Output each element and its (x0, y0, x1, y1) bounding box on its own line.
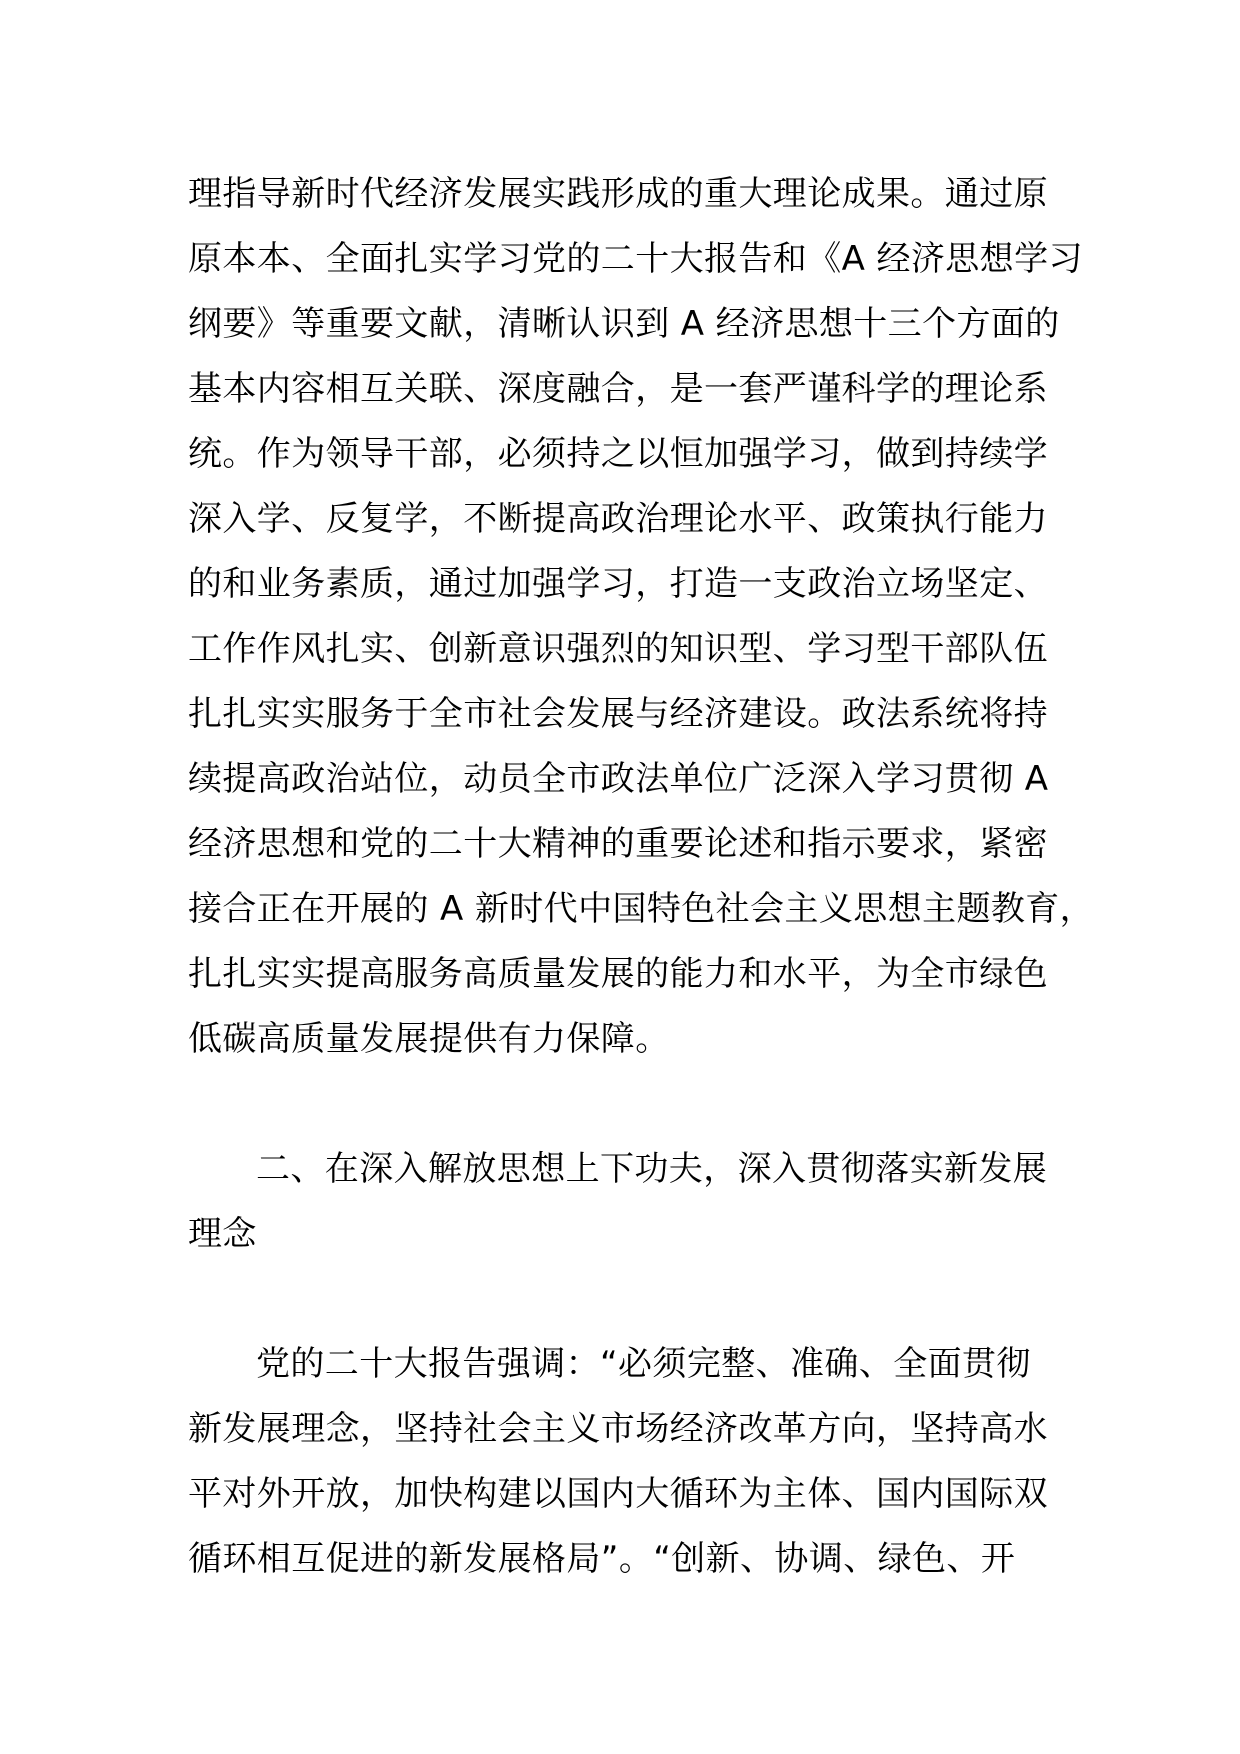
paragraph-spacer (188, 1072, 1068, 1137)
text-line: 纲要》等重要文献，清晰认识到 A 经济思想十三个方面的 (188, 304, 1060, 344)
text-line: 平对外开放，加快构建以国内大循环为主体、国内国际双 (188, 1474, 1048, 1514)
text-line: 循环相互促进的新发展格局”。“创新、协调、绿色、开 (188, 1539, 1016, 1579)
paragraph-1 (188, 162, 1095, 1072)
text-line: 工作作风扎实、创新意识强烈的知识型、学习型干部队伍 (188, 629, 1048, 669)
text-line: 理指导新时代经济发展实践形成的重大理论成果。通过原 (188, 174, 1048, 214)
text-line: 扎扎实实提高服务高质量发展的能力和水平，为全市绿色 (188, 954, 1048, 994)
section-heading-2 (188, 1137, 1068, 1267)
document-body (188, 162, 1095, 1592)
text-line: 基本内容相互关联、深度融合，是一套严谨科学的理论系 (188, 369, 1048, 409)
paragraph-spacer (188, 1267, 1068, 1332)
text-line: 的和业务素质，通过加强学习，打造一支政治立场坚定、 (188, 564, 1048, 604)
text-line: 低碳高质量发展提供有力保障。 (188, 1019, 670, 1059)
text-line: 原本本、全面扎实学习党的二十大报告和《A 经济思想学习 (188, 239, 1083, 279)
text-line: 经济思想和党的二十大精神的重要论述和指示要求，紧密 (188, 824, 1048, 864)
paragraph-3 (188, 1332, 1068, 1592)
heading-line: 二、在深入解放思想上下功夫，深入贯彻落实新发展 (256, 1149, 1048, 1189)
heading-line: 理念 (188, 1214, 257, 1254)
text-line: 深入学、反复学，不断提高政治理论水平、政策执行能力 (188, 499, 1048, 539)
text-line: 接合正在开展的 A 新时代中国特色社会主义思想主题教育， (188, 889, 1095, 929)
text-line: 扎扎实实服务于全市社会发展与经济建设。政法系统将持 (188, 694, 1048, 734)
text-line: 续提高政治站位，动员全市政法单位广泛深入学习贯彻 A (188, 759, 1049, 799)
text-line: 新发展理念，坚持社会主义市场经济改革方向，坚持高水 (188, 1409, 1048, 1449)
text-line: 党的二十大报告强调：“必须完整、准确、全面贯彻 (256, 1344, 1031, 1384)
text-line: 统。作为领导干部，必须持之以恒加强学习，做到持续学 (188, 434, 1048, 474)
